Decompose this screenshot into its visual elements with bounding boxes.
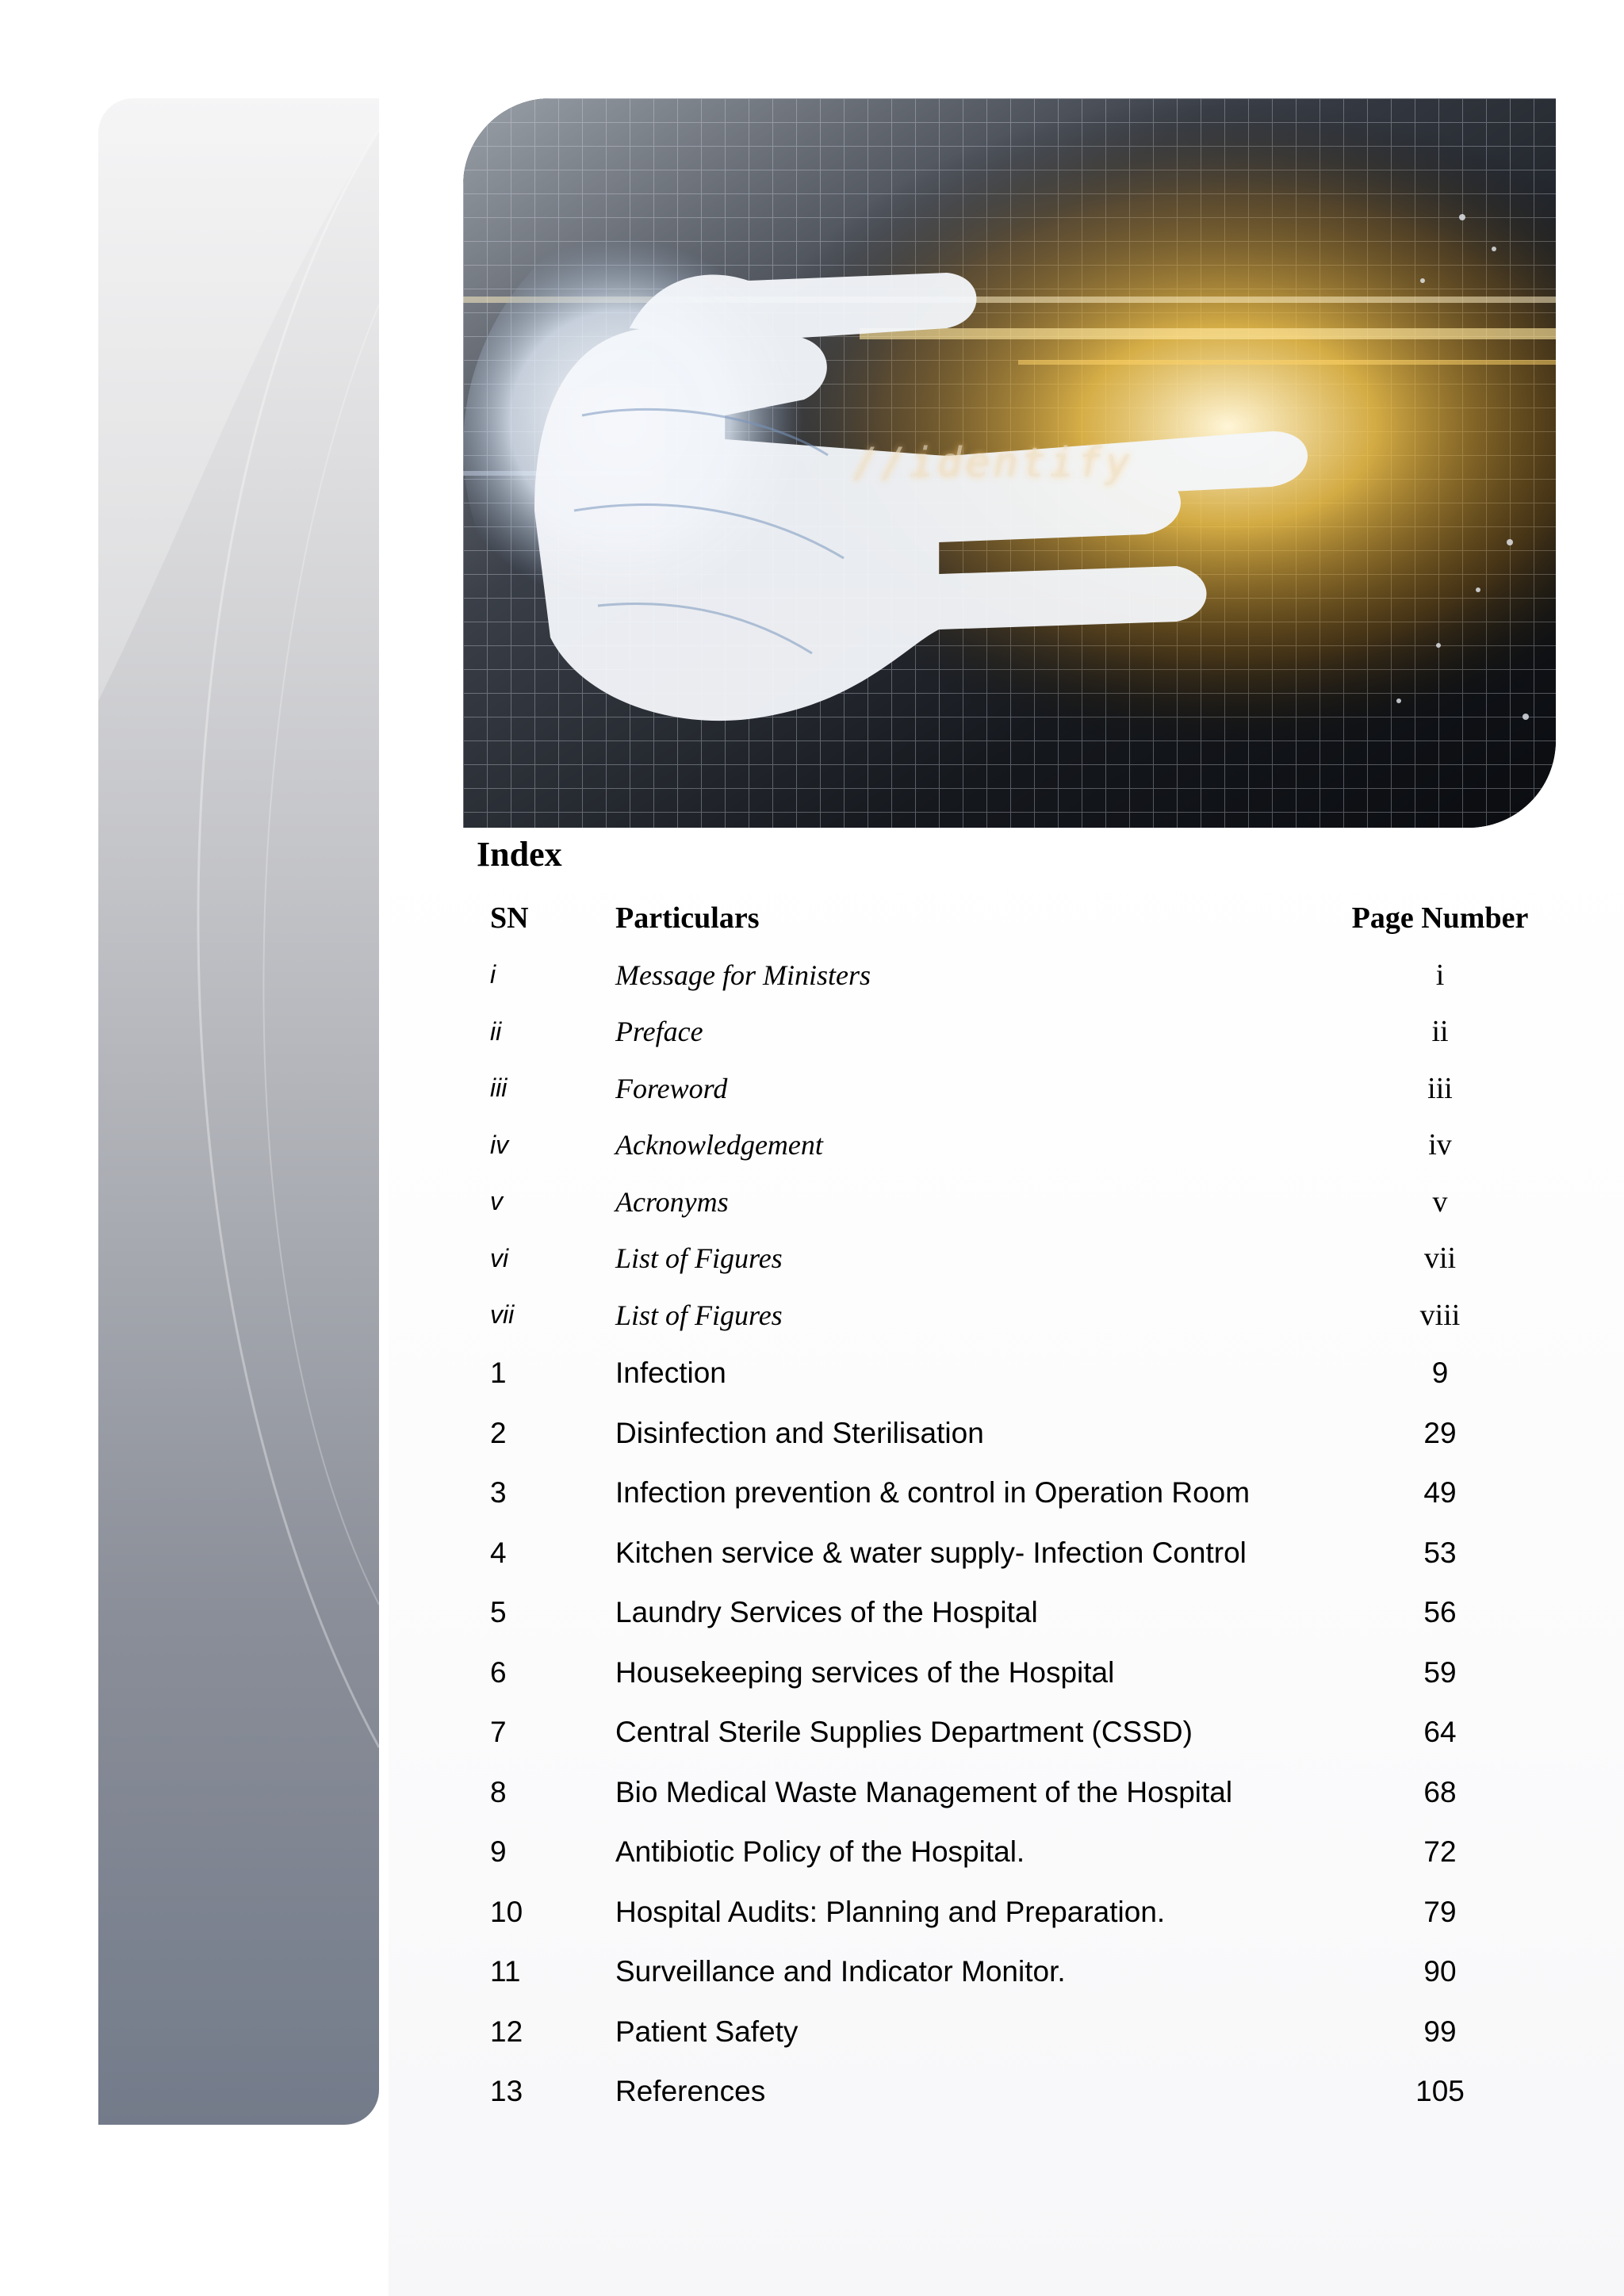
row-title: Infection prevention & control in Operation Room xyxy=(615,1476,1251,1510)
row-sn: 13 xyxy=(490,2075,523,2108)
index-row xyxy=(476,1703,1530,1763)
index-row xyxy=(476,2062,1530,2122)
row-sn: 5 xyxy=(490,1596,507,1629)
row-title: Surveillance and Indicator Monitor. xyxy=(615,1955,1066,1988)
row-page: viii xyxy=(1419,1298,1461,1332)
index-row xyxy=(476,1004,1530,1061)
row-title: List of Figures xyxy=(615,1299,783,1331)
row-title: List of Figures xyxy=(615,1242,783,1275)
index-table xyxy=(476,890,1530,2122)
row-sn: 8 xyxy=(490,1775,507,1808)
row-page: 79 xyxy=(1423,1895,1457,1928)
row-sn: 12 xyxy=(490,2015,523,2048)
row-page: 53 xyxy=(1423,1536,1457,1569)
row-sn: 3 xyxy=(490,1476,507,1510)
row-sn: i xyxy=(490,960,496,989)
row-page: 49 xyxy=(1423,1476,1457,1510)
index-row xyxy=(476,1344,1530,1404)
index-row xyxy=(476,1173,1530,1230)
row-title: Central Sterile Supplies Department (CSSD) xyxy=(615,1716,1193,1749)
row-page: ii xyxy=(1431,1015,1449,1049)
index-header-row xyxy=(476,890,1530,947)
row-title: Patient Safety xyxy=(615,2015,799,2048)
index-row xyxy=(476,1882,1530,1942)
row-sn: iii xyxy=(490,1073,508,1103)
index-row xyxy=(476,1230,1530,1288)
row-page: 29 xyxy=(1423,1416,1457,1449)
row-title: Antibiotic Policy of the Hospital. xyxy=(615,1835,1025,1869)
row-title: Hospital Audits: Planning and Preparation. xyxy=(615,1895,1166,1928)
row-title: Foreword xyxy=(615,1072,728,1104)
row-title: Acronyms xyxy=(615,1185,729,1218)
row-title: Bio Medical Waste Management of the Hospital xyxy=(615,1775,1233,1808)
index-row xyxy=(476,1523,1530,1583)
row-title: Infection xyxy=(615,1357,726,1390)
row-page: iv xyxy=(1428,1128,1452,1162)
index-row xyxy=(476,1117,1530,1174)
row-sn: v xyxy=(490,1187,503,1216)
index-row xyxy=(476,1762,1530,1823)
row-sn: 7 xyxy=(490,1716,507,1749)
index-row xyxy=(476,1060,1530,1117)
index-row xyxy=(476,1287,1530,1344)
row-sn: 9 xyxy=(490,1835,507,1869)
row-page: 68 xyxy=(1423,1775,1457,1808)
row-page: i xyxy=(1435,958,1445,992)
row-title: Disinfection and Sterilisation xyxy=(615,1416,984,1449)
decorative-side-panel xyxy=(98,98,379,2125)
row-title: Laundry Services of the Hospital xyxy=(615,1596,1038,1629)
row-sn: 2 xyxy=(490,1416,507,1449)
hero-overlay-text: //identify xyxy=(853,439,1134,487)
index-row xyxy=(476,2002,1530,2062)
index-row xyxy=(476,1583,1530,1644)
row-sn: ii xyxy=(490,1016,502,1046)
header-particulars: Particulars xyxy=(615,901,760,935)
hero-image xyxy=(463,98,1556,828)
row-title: References xyxy=(615,2075,766,2108)
index-row xyxy=(476,1403,1530,1464)
row-sn: 1 xyxy=(490,1357,507,1390)
row-page: 90 xyxy=(1423,1955,1457,1988)
row-sn: 11 xyxy=(490,1955,521,1988)
row-title: Acknowledgement xyxy=(615,1129,823,1161)
row-page: vii xyxy=(1423,1242,1457,1276)
row-page: 56 xyxy=(1423,1596,1457,1629)
index-row xyxy=(476,1823,1530,1883)
side-panel-curves xyxy=(98,98,379,2125)
row-page: 72 xyxy=(1423,1835,1457,1869)
row-sn: vi xyxy=(490,1243,509,1272)
index-row xyxy=(476,1643,1530,1703)
row-sn: 10 xyxy=(490,1895,523,1928)
header-sn: SN xyxy=(490,901,529,935)
row-sn: 6 xyxy=(490,1655,507,1689)
row-page: 59 xyxy=(1423,1655,1457,1689)
row-page: 64 xyxy=(1423,1716,1457,1749)
row-title: Message for Ministers xyxy=(615,959,871,991)
row-page: v xyxy=(1432,1184,1448,1219)
row-title: Housekeeping services of the Hospital xyxy=(615,1655,1115,1689)
row-page: 105 xyxy=(1415,2075,1465,2108)
header-page-number: Page Number xyxy=(1351,901,1529,935)
index-row xyxy=(476,1464,1530,1524)
row-title: Kitchen service & water supply- Infection Control xyxy=(615,1536,1247,1569)
index-title: Index xyxy=(477,835,562,874)
index-row xyxy=(476,947,1530,1004)
row-page: iii xyxy=(1427,1071,1453,1105)
index-row xyxy=(476,1942,1530,2003)
row-page: 99 xyxy=(1423,2015,1457,2048)
row-title: Preface xyxy=(615,1016,703,1048)
row-sn: iv xyxy=(490,1130,509,1159)
row-sn: 4 xyxy=(490,1536,507,1569)
row-sn: vii xyxy=(490,1300,515,1330)
row-page: 9 xyxy=(1431,1357,1449,1390)
